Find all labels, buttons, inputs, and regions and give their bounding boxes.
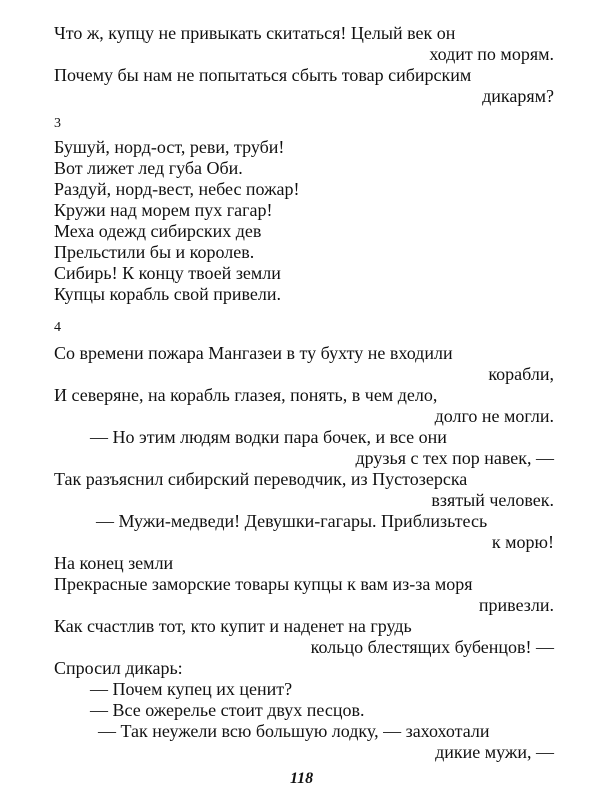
verse-line: Раздуй, норд-вест, небес пожар! — [54, 179, 300, 199]
verse-line: Кружи над морем пух гагар! — [54, 200, 273, 220]
verse-line: Вот лижет лед губа Оби. — [54, 158, 243, 178]
verse-line: Почему бы нам не попытаться сбыть товар сибирским — [54, 65, 472, 85]
verse-line-continuation: к морю! — [491, 532, 554, 552]
verse-line-continuation: взятый человек. — [431, 490, 554, 510]
verse-line-continuation: привезли. — [478, 595, 554, 615]
verse-line: Бушуй, норд-ост, реви, труби! — [54, 137, 285, 157]
verse-line-continuation: ходит по морям. — [429, 44, 554, 64]
verse-line: — Все ожерелье стоит двух песцов. — [90, 700, 365, 720]
verse-line: Как счастлив тот, кто купит и наденет на грудь — [54, 616, 412, 636]
verse-line: Спросил дикарь: — [54, 658, 183, 678]
verse-line: И северяне, на корабль глазея, понять, в чем дело, — [54, 385, 438, 405]
verse-line: — Так неужели всю большую лодку, — захохотали — [98, 721, 490, 741]
verse-line-continuation: кольцо блестящих бубенцов! — — [310, 637, 554, 657]
verse-line-continuation: долго не могли. — [434, 406, 554, 426]
verse-line: Сибирь! К концу твоей земли — [54, 263, 281, 283]
verse-line: Прельстили бы и королев. — [54, 242, 255, 262]
verse-line: Меха одежд сибирских дев — [54, 221, 262, 241]
verse-line: Прекрасные заморские товары купцы к вам из-за моря — [54, 574, 473, 594]
verse-line-continuation: дикарям? — [482, 86, 554, 106]
verse-line: — Но этим людям водки пара бочек, и все они — [90, 427, 447, 447]
verse-line-continuation: друзья с тех пор навек, — — [355, 448, 554, 468]
verse-line: Так разъяснил сибирский переводчик, из Пустозерска — [54, 469, 468, 489]
verse-line: Купцы корабль свой привели. — [54, 284, 281, 304]
section-number: 4 — [54, 320, 61, 335]
verse-line: — Почем купец их ценит? — [90, 679, 293, 699]
verse-line: На конец земли — [54, 553, 174, 573]
verse-line: Что ж, купцу не привыкать скитаться! Целый век он — [54, 23, 456, 43]
page-number: 118 — [290, 770, 314, 787]
verse-line-continuation: корабли, — [488, 364, 554, 384]
verse-line-continuation: дикие мужи, — — [435, 742, 554, 762]
verse-line: Со времени пожара Мангазеи в ту бухту не входили — [54, 343, 453, 363]
verse-line: — Мужи-медведи! Девушки-гагары. Приблизьтесь — [96, 511, 488, 531]
section-number: 3 — [54, 116, 61, 131]
